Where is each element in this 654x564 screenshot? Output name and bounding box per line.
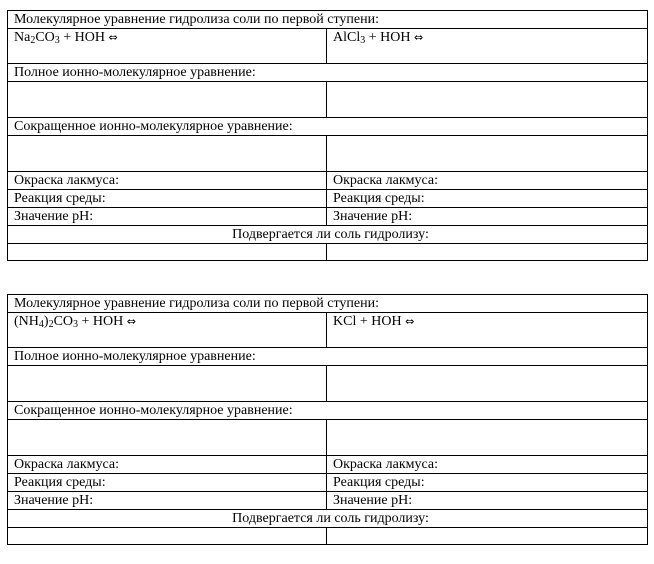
equilibrium-arrow-icon: ⇔ <box>413 31 424 44</box>
medium-reaction-right[interactable]: Реакция среды: <box>327 474 648 492</box>
full-ionic-answer-right[interactable] <box>327 82 648 118</box>
full-ionic-label: Полное ионно-молекулярное уравнение: <box>8 348 648 366</box>
full-ionic-label: Полное ионно-молекулярное уравнение: <box>8 64 648 82</box>
hydrolysis-question: Подвергается ли соль гидролизу: <box>8 226 648 244</box>
medium-reaction-left[interactable]: Реакция среды: <box>8 474 327 492</box>
ph-value-left[interactable]: Значение рН: <box>8 208 327 226</box>
ph-value-right[interactable]: Значение рН: <box>327 492 648 510</box>
litmus-color-left[interactable]: Окраска лакмуса: <box>8 456 327 474</box>
salt-formula-right[interactable]: KCl + HOH ⇔ <box>327 313 648 348</box>
short-ionic-answer-right[interactable] <box>327 420 648 456</box>
litmus-color-right[interactable]: Окраска лакмуса: <box>327 172 648 190</box>
hydrolysis-answer-right[interactable] <box>327 528 648 545</box>
equilibrium-arrow-icon: ⇔ <box>126 315 136 328</box>
medium-reaction-left[interactable]: Реакция среды: <box>8 190 327 208</box>
full-ionic-answer-left[interactable] <box>8 82 327 118</box>
hydrolysis-answer-left[interactable] <box>8 244 327 261</box>
hydrolysis-table-1 <box>7 10 648 261</box>
short-ionic-answer-left[interactable] <box>8 136 327 172</box>
salt-formula-right[interactable]: AlCl$_3$ + HOH ⇔ <box>327 29 648 64</box>
salt-formula-left[interactable]: $(NH_4)_2CO_3$ + HOH ⇔ <box>8 313 327 348</box>
full-ionic-answer-left[interactable] <box>8 366 327 402</box>
short-ionic-label: Сокращенное ионно-молекулярное уравнение: <box>8 118 648 136</box>
full-ionic-answer-right[interactable] <box>327 366 648 402</box>
short-ionic-label: Сокращенное ионно-молекулярное уравнение: <box>8 402 648 420</box>
hydrolysis-answer-left[interactable] <box>8 528 327 545</box>
litmus-color-right[interactable]: Окраска лакмуса: <box>327 456 648 474</box>
litmus-color-left[interactable]: Окраска лакмуса: <box>8 172 327 190</box>
ph-value-left[interactable]: Значение рН: <box>8 492 327 510</box>
hydrolysis-table-2 <box>7 294 648 545</box>
short-ionic-answer-right[interactable] <box>327 136 648 172</box>
medium-reaction-right[interactable]: Реакция среды: <box>327 190 648 208</box>
equilibrium-arrow-icon: ⇔ <box>108 31 118 44</box>
salt-formula-left[interactable]: $Na_2CO_3$ + HOH ⇔ <box>8 29 327 64</box>
ph-value-right[interactable]: Значение рН: <box>327 208 648 226</box>
short-ionic-answer-left[interactable] <box>8 420 327 456</box>
molecular-equation-header: Молекулярное уравнение гидролиза соли по первой ступени: <box>8 11 648 29</box>
hydrolysis-question: Подвергается ли соль гидролизу: <box>8 510 648 528</box>
equilibrium-arrow-icon: ⇔ <box>405 315 415 328</box>
hydrolysis-answer-right[interactable] <box>327 244 648 261</box>
molecular-equation-header: Молекулярное уравнение гидролиза соли по первой ступени: <box>8 295 648 313</box>
